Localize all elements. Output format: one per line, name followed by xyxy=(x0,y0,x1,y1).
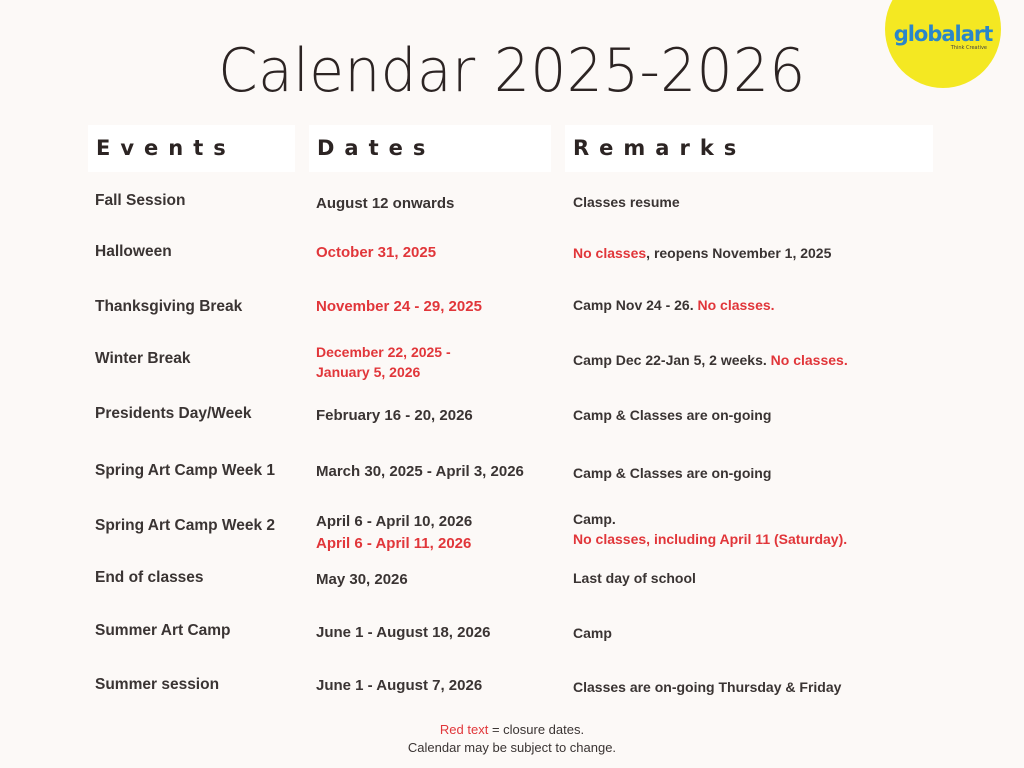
header-dates: Dates xyxy=(309,125,551,172)
remark-closure-text: No classes xyxy=(573,245,647,261)
event-name: Presidents Day/Week xyxy=(95,405,252,422)
remark-text: Camp xyxy=(573,625,612,641)
header-events: Events xyxy=(88,125,295,172)
event-date: December 22, 2025 - xyxy=(316,344,451,360)
event-remark xyxy=(573,350,848,370)
event-remark xyxy=(573,192,680,212)
event-remark xyxy=(573,243,831,263)
logo-text: globalart xyxy=(893,22,993,46)
event-name: Spring Art Camp Week 2 xyxy=(95,517,276,534)
remark-closure-text: No classes, including April 11 (Saturday). xyxy=(573,531,848,547)
event-name: Summer session xyxy=(95,676,220,693)
event-date: February 16 - 20, 2026 xyxy=(316,407,473,424)
event-date: October 31, 2025 xyxy=(316,244,437,261)
event-date-line2: April 6 - April 11, 2026 xyxy=(316,535,472,552)
event-name: Thanksgiving Break xyxy=(95,298,243,315)
event-date: August 12 onwards xyxy=(316,195,455,212)
remark-text: Classes resume xyxy=(573,194,680,210)
legend-note xyxy=(0,722,1024,737)
event-name: Spring Art Camp Week 1 xyxy=(95,462,276,479)
event-name: Winter Break xyxy=(95,350,191,367)
event-remark xyxy=(573,405,771,425)
event-remark xyxy=(573,568,696,588)
event-remark xyxy=(573,623,612,643)
event-remark xyxy=(573,463,771,483)
logo-tagline: Think Creative xyxy=(950,45,987,51)
event-date-line2: January 5, 2026 xyxy=(316,364,421,380)
event-date: April 6 - April 10, 2026 xyxy=(316,513,473,530)
event-remark xyxy=(573,295,775,315)
remark-text: Camp Dec 22-Jan 5, 2 weeks. xyxy=(573,352,771,368)
page-title: Calendar 2025-2026 xyxy=(218,36,806,106)
event-name: End of classes xyxy=(95,569,204,586)
remark-text: Classes are on-going Thursday & Friday xyxy=(573,679,842,695)
event-date: November 24 - 29, 2025 xyxy=(316,298,482,315)
event-name: Fall Session xyxy=(95,192,186,209)
remark-text: Last day of school xyxy=(573,570,696,586)
legend-red-label: Red text xyxy=(439,722,489,737)
disclaimer-note: Calendar may be subject to change. xyxy=(407,740,617,755)
header-remarks: Remarks xyxy=(565,125,933,172)
remark-text: Camp & Classes are on-going xyxy=(573,465,772,481)
remark-text: Camp Nov 24 - 26. xyxy=(573,297,698,313)
remark-text: , reopens November 1, 2025 xyxy=(646,245,832,261)
legend-text: = closure dates. xyxy=(488,722,585,737)
event-date: March 30, 2025 - April 3, 2026 xyxy=(316,463,524,480)
event-name: Summer Art Camp xyxy=(95,622,231,639)
remark-closure-text: No classes. xyxy=(697,297,775,313)
event-name: Halloween xyxy=(95,243,172,260)
event-date: June 1 - August 18, 2026 xyxy=(316,624,491,641)
remark-text: Camp & Classes are on-going xyxy=(573,407,772,423)
event-date: June 1 - August 7, 2026 xyxy=(316,677,483,694)
event-remark: Camp. xyxy=(573,511,616,527)
event-remark xyxy=(573,677,841,697)
event-date: May 30, 2026 xyxy=(316,571,408,588)
remark-closure-text: No classes. xyxy=(770,352,848,368)
